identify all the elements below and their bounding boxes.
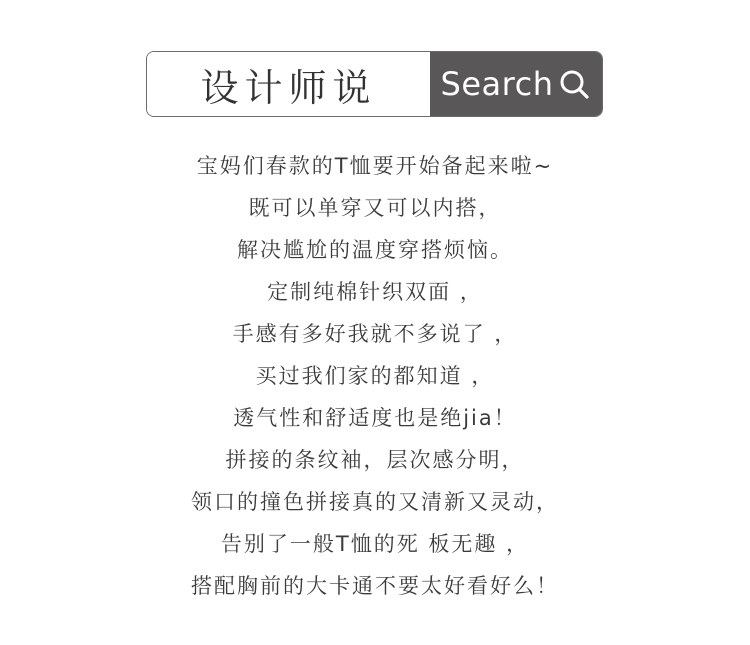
text-line: 定制纯棉针织双面 ，	[267, 280, 483, 304]
text-line: 宝妈们春款的T恤要开始备起来啦~	[196, 154, 554, 178]
text-line: 告别了一般T恤的死 板无趣 ，	[220, 532, 530, 556]
search-button[interactable]	[430, 52, 602, 116]
text-line: 既可以单穿又可以内搭，	[248, 196, 502, 220]
search-icon	[557, 67, 591, 101]
search-bar	[146, 51, 603, 117]
text-line: 手感有多好我就不多说了 ，	[232, 322, 518, 346]
text-line: 搭配胸前的大卡通不要太好看好么！	[191, 574, 559, 598]
search-field[interactable]	[147, 52, 430, 116]
text-line: 买过我们家的都知道 ，	[255, 364, 495, 388]
text-line: 解决尴尬的温度穿搭烦恼。	[237, 238, 513, 262]
text-line: 拼接的条纹袖，层次感分明，	[225, 448, 525, 472]
search-button-label: Search	[440, 65, 554, 103]
text-line: 领口的撞色拼接真的又清新又灵动，	[191, 490, 559, 514]
search-field-text: 设计师说	[200, 65, 377, 110]
description-text	[0, 145, 750, 607]
text-line: 透气性和舒适度也是绝jia！	[233, 406, 517, 430]
